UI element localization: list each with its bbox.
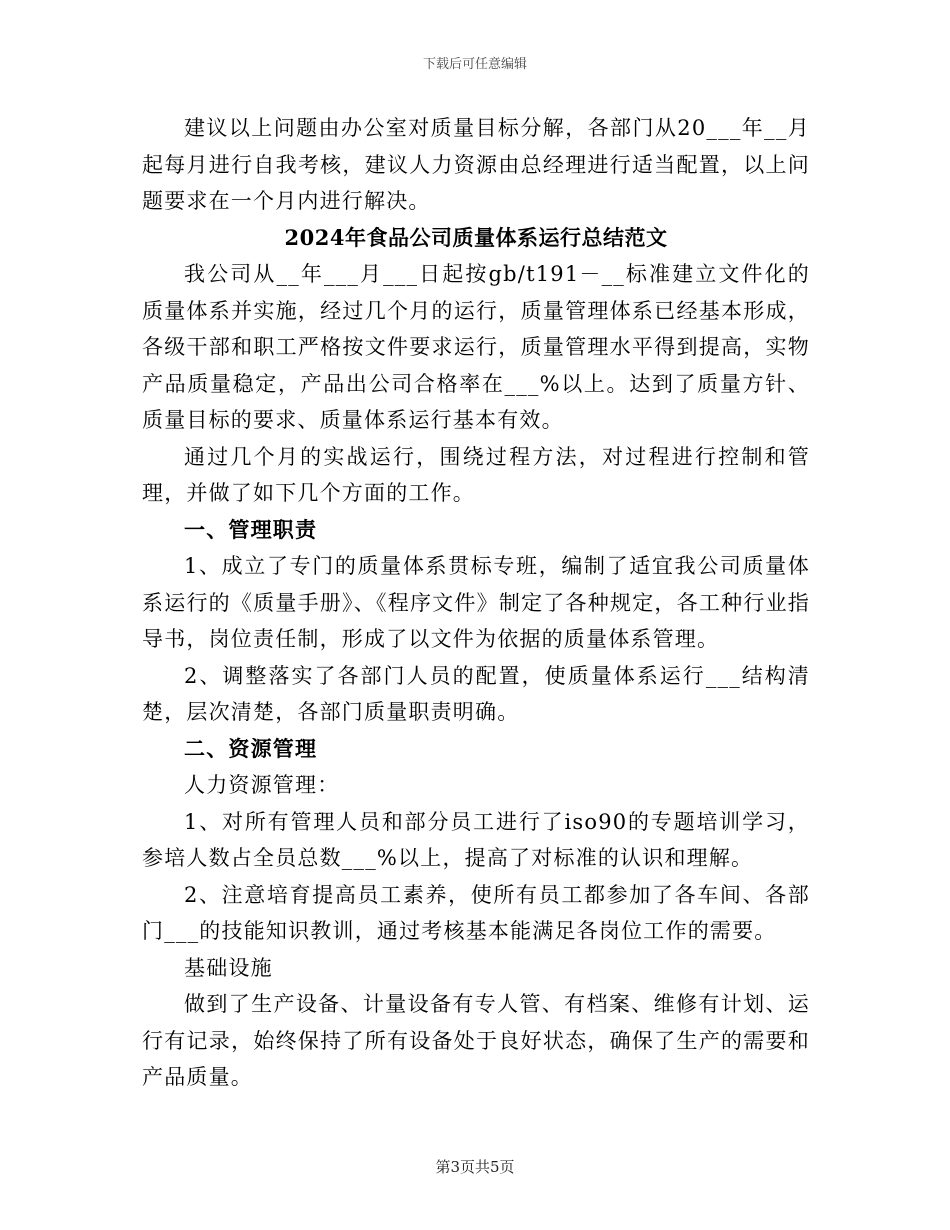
paragraph-suggestion: 建议以上问题由办公室对质量目标分解，各部门从20___年__月起每月进行自我考核，建议人力资源由总经理进行适当配置，以上问题要求在一个月内进行解决。 — [142, 116, 810, 213]
subheading-infrastructure: 基础设施 — [184, 955, 273, 980]
page-number: 第3页共5页 — [435, 1158, 515, 1176]
paragraph-intro: 我公司从__年___月___日起按gb/t191－__标准建立文件化的质量体系并实施，经过几个月的运行，质量管理体系已经基本形成，各级干部和职工严格按文件要求运行，质量管理水平得到提高，实物产品质量稳定，产品出公司合格率在___%以上。达到了质量方针、质量目标的要求、质量体系运行基本有效。 — [142, 262, 810, 432]
heading-management-duties: 一、管理职责 — [184, 516, 318, 542]
paragraph-hr-item-1: 1、对所有管理人员和部分员工进行了iso90的专题培训学习，参培人数占全员总数___%以上，提高了对标准的认识和理解。 — [142, 809, 810, 870]
paragraph-duties-item-2: 2、调整落实了各部门人员的配置，使质量体系运行___结构清楚，层次清楚，各部门质量职责明确。 — [142, 663, 810, 724]
document-title: 2024年食品公司质量体系运行总结范文 — [284, 224, 668, 250]
paragraph-duties-item-1: 1、成立了专门的质量体系贯标专班，编制了适宜我公司质量体系运行的《质量手册》、《程序文件》制定了各种规定，各工种行业指导书，岗位责任制，形成了以文件为依据的质量体系管理。 — [142, 554, 810, 651]
paragraph-hr-item-2: 2、注意培育提高员工素养，使所有员工都参加了各车间、各部门___的技能知识教训，通过考核基本能满足各岗位工作的需要。 — [142, 882, 810, 943]
paragraph-infrastructure: 做到了生产设备、计量设备有专人管、有档案、维修有计划、运行有记录，始终保持了所有设备处于良好状态，确保了生产的需要和产品质量。 — [142, 992, 810, 1089]
page-header-note: 下载后可任意编辑 — [422, 57, 527, 72]
paragraph-work-overview: 通过几个月的实战运行，围绕过程方法，对过程进行控制和管理，并做了如下几个方面的工作。 — [142, 444, 810, 505]
subheading-human-resources: 人力资源管理： — [184, 773, 340, 797]
heading-resource-management: 二、资源管理 — [184, 735, 318, 761]
document-body — [142, 110, 810, 1096]
